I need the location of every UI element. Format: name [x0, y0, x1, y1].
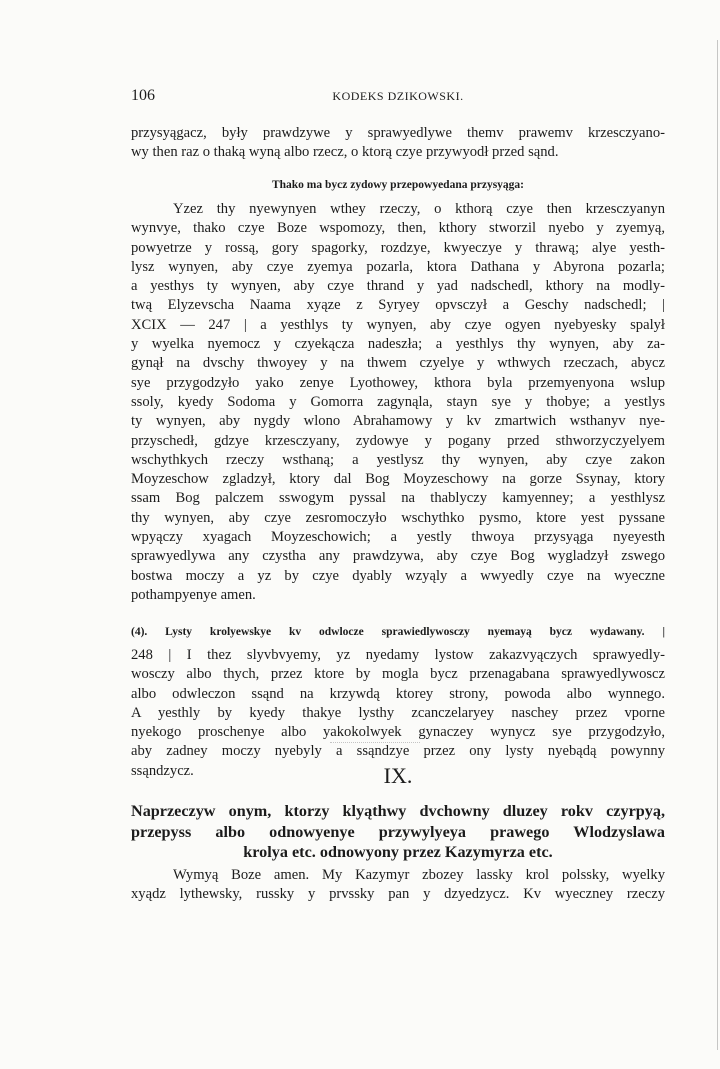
text-line: wynvye, thako czye Boze wspomozy, then, kthory stworzil nyebo y zyemyą, — [131, 220, 665, 237]
chapter-number: IX. — [383, 763, 413, 788]
faint-divider — [330, 742, 420, 745]
text-line: Moyzeschow zgladzył, ktory dal Bog Moyzeschowy na gorze Ssynay, ktory — [131, 471, 665, 488]
text-line: XCIX — 247 | a yesthlys ty wynyen, aby czye ogyen nyebyesky spalył — [131, 316, 665, 333]
section-heading: (4). Lysty krolyewskye kv odwlocze sprawiedlywosczy nyemayą bycz wydawany. | — [131, 626, 665, 638]
text-line: wy then raz o thaką wyną albo rzecz, o ktorą czye przywyodł przed sąnd. — [131, 144, 559, 161]
chapter-title-line: krolya etc. odnowyony przez Kazymyrza etc. — [243, 843, 553, 861]
paragraph-royal-letters — [131, 646, 665, 781]
text-line: ty wynyen, aby nygdy wlono Abrahamowy y kv zmartwich wsthanyv nye- — [131, 413, 665, 430]
text-line: A yesthly by kyedy thakye lysthy zcanczelaryey naschey przez vporne — [131, 704, 665, 721]
text-line: sye przygodzyło yako zenye Lyothowey, kthora byla przemyenyona wslup — [131, 374, 665, 391]
text-line: twą Elyzevscha Naama xyąze z Syryey opvsczył a Geschy nadschedl; | — [131, 297, 665, 314]
text-line: a yesthys ty wynyen, aby czye thrand y yad nadschedl, kthory na modly- — [131, 278, 665, 295]
text-line: nyekogo proschenye albo yakokolwyek gynaczey wynycz sye przygodzyło, — [131, 724, 665, 741]
text-line: Yzez thy nyewynyen wthey rzeczy, o kthorą czye then krzesczyanyn — [173, 201, 665, 217]
text-line: ssąndzycz. — [131, 762, 194, 779]
text-line: thy wynyen, aby czye zesromoczyło wschythko pysmo, ktore yest pyssane — [131, 509, 665, 526]
text-line: Wymyą Boze amen. My Kazymyr zbozey lassky krol polssky, wyelky — [173, 867, 665, 883]
text-line: wpyączy xyagach Moyzeschowich; a yestly thwoya przysyąga nyeyesth — [131, 529, 665, 546]
text-line: bostwa moczy a yz by czye dyably wzyąly a wwyedly czye na wyeczne — [131, 567, 665, 584]
paragraph-jewish-oath — [131, 200, 665, 605]
text-line: ssam Bog palczem sswogym pyssal na thablyczy kamyenney; a yesthlysz — [131, 490, 665, 507]
chapter-title-line: Naprzeczyw onym, ktorzy klyąthwy dvchowny dluzey rokv czyrpyą, — [131, 802, 665, 820]
page-number: 106 — [131, 87, 155, 104]
section-heading: Thako ma bycz zydowy przepowyedana przysyąga: — [271, 179, 525, 191]
paragraph-oath-continuation — [131, 124, 665, 163]
text-line: wosczy albo thych, przez ktore by mogla bycz przenagabana sprawyedlywoscz — [131, 666, 665, 683]
text-line: powyetrze y rossą, gory spagorky, rozdzye, kwyeczye y thrawą; alye yesth- — [131, 239, 665, 256]
text-line: pothampyenye amen. — [131, 586, 256, 603]
text-line: albo odwleczon ssąnd na krzywdą ktorey strony, powoda albo wynnego. — [131, 685, 665, 702]
text-line: lysz wynyen, aby czye zyemya pozarla, ktora Dathana y Abyrona pozarla; — [131, 258, 665, 275]
text-line: 248 | I thez slyvbvyemy, yz nyedamy lystow zakazvyączych sprawyedly- — [131, 647, 665, 663]
text-line: xyądz lythewsky, russky y prvssky pan y dzyedzycz. Kv wyeczney rzeczy — [131, 886, 665, 903]
text-line: ssoly, kyedy Sodoma y Gomorra zagynąla, stayn sye y thobye; a yestlys — [131, 393, 665, 410]
chapter-title-line: przepyss albo odnowyenye przywylyeya prawego Wlodzyslawa — [131, 822, 665, 841]
page-edge-shadow — [717, 40, 718, 1050]
text-line: przysyągacz, były prawdzywe y sprawyedlywe themv prawemv krzesczyano- — [131, 125, 665, 141]
running-head: KODEKS DZIKOWSKI. — [332, 89, 464, 103]
text-line: przyschedł, gdzye krzesczyany, zydowye y pogany przed sthworzyczyelyem — [131, 432, 665, 449]
text-line: aby zadney moczy nyebyly a ssąndzye przez ony lysty nyebądą powynny — [131, 743, 665, 760]
text-line: gynął na dvschy thwoyey y na thwem czyelye y wthwych rzeczach, abycz — [131, 355, 665, 372]
paragraph-chapter-opening — [131, 866, 665, 905]
text-line: wschythkych rzeczy wsthaną; a yestlysz thy wynyen, aby czye zakon — [131, 451, 665, 468]
chapter-title — [131, 801, 665, 863]
page-header — [131, 87, 665, 107]
text-line: y wyelka nyemocz y czyekącza nadeszła; a yesthlys thy wynyen, aby za- — [131, 336, 665, 353]
text-line: sprawyedlywa any czystha any prawdzywa, aby czye Bog wygladzył zswego — [131, 548, 665, 565]
